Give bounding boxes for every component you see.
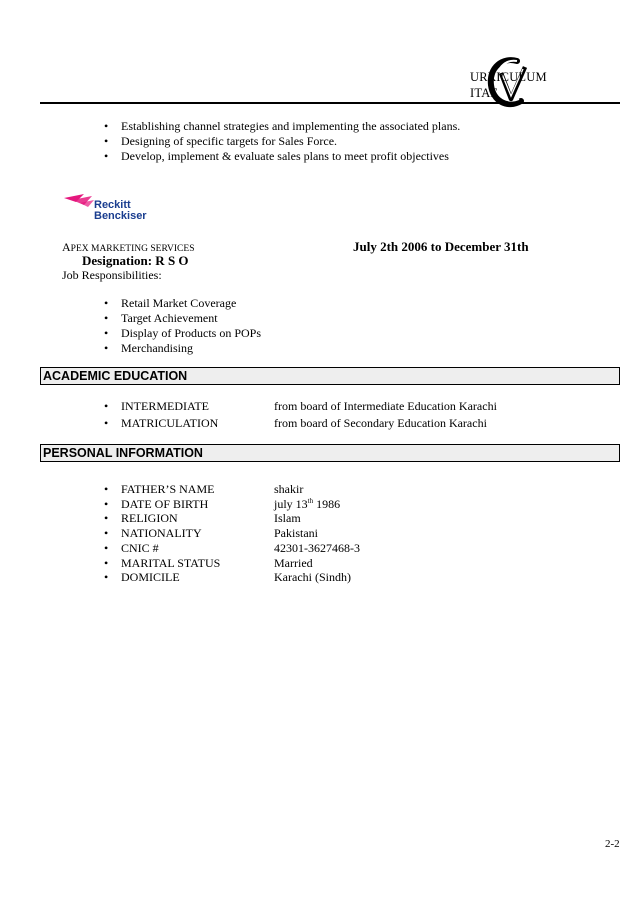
svg-text:Benckiser: Benckiser [94, 210, 147, 222]
duties-list [104, 119, 460, 164]
dob-day: july 13 [274, 496, 308, 511]
list-item: • Target Achievement [104, 311, 261, 326]
item-label: MATRICULATION [121, 416, 219, 430]
svg-text:Reckitt: Reckitt [94, 199, 131, 211]
section-title: PERSONAL INFORMATION [43, 446, 203, 460]
academic-list [104, 398, 497, 432]
item-value: from board of Secondary Education Karachi [274, 416, 487, 430]
item-label: DOMICILE [121, 570, 180, 585]
list-item: • Retail Market Coverage [104, 296, 261, 311]
list-item [104, 511, 301, 526]
item-label: MARITAL STATUS [121, 555, 221, 570]
academic-education-header [40, 367, 620, 385]
heading-line-2: ITAE [470, 86, 499, 100]
item-value: shakir [274, 482, 304, 496]
item-label: CNIC # [121, 540, 159, 555]
item-value: from board of Intermediate Education Karachi [274, 399, 497, 413]
personal-info-list [104, 482, 360, 585]
dob-year: 1986 [313, 496, 341, 511]
personal-information-header [40, 444, 620, 462]
section-title: ACADEMIC EDUCATION [43, 369, 188, 383]
curriculum-vitae-heading [470, 69, 547, 101]
responsibilities-label: Job Responsibilities: [62, 268, 162, 282]
list-item [104, 570, 351, 585]
employer-initial: A [62, 240, 71, 254]
list-item [104, 526, 318, 541]
list-item [104, 555, 313, 571]
list-item: • Establishing channel strategies and implementing the associated plans. [104, 119, 460, 134]
item-label: FATHER’S NAME [121, 482, 215, 496]
employment-dates: July 2th 2006 to December 31th [353, 239, 529, 254]
list-item [104, 415, 487, 432]
dob-suffix: th [307, 496, 314, 505]
responsibilities-list [104, 296, 261, 356]
item-value: Islam [274, 511, 301, 526]
reckitt-benckiser-logo [62, 192, 172, 227]
item-value [274, 497, 340, 512]
item-label: NATIONALITY [121, 526, 202, 541]
item-label: RELIGION [121, 511, 178, 526]
list-item: • Display of Products on POPs [104, 326, 261, 341]
designation: Designation: R S O [82, 253, 189, 268]
item-label: INTERMEDIATE [121, 399, 209, 413]
header-rule [40, 102, 620, 104]
item-value: Karachi (Sindh) [274, 570, 351, 585]
heading-line-1: URRICULUM [470, 70, 547, 84]
list-item: • Designing of specific targets for Sales Force. [104, 134, 460, 149]
list-item: • Merchandising [104, 341, 261, 356]
list-item: • Develop, implement & evaluate sales plans to meet profit objectives [104, 149, 460, 164]
item-value: Pakistani [274, 526, 318, 541]
item-value: Married [274, 555, 313, 570]
list-item [104, 540, 360, 556]
employer-name-rest: PEX MARKETING SERVICES [70, 244, 195, 254]
item-value: 42301-3627468-3 [274, 540, 360, 555]
page-number: 2-2 [605, 838, 620, 850]
list-item [104, 482, 304, 497]
list-item [104, 496, 341, 512]
item-label: DATE OF BIRTH [121, 496, 209, 511]
list-item [104, 398, 497, 415]
